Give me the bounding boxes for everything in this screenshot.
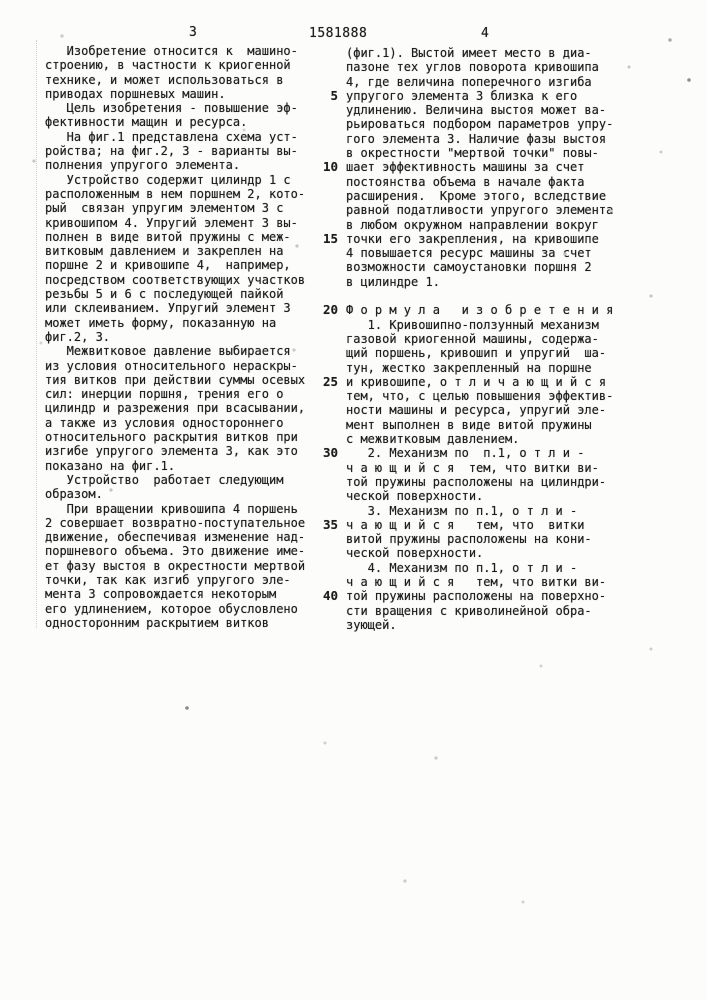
text-line: витковым давлением и закреплен на [45, 244, 284, 259]
gutter-spacer [308, 246, 338, 260]
patent-number: 1581888 [309, 26, 368, 41]
text-line: а также из условия одностороннего [45, 415, 284, 430]
text-line: в окрестности "мертвой точки" повы- [346, 146, 599, 161]
gutter-spacer [308, 532, 338, 546]
text-line: той пружины расположены на поверхно- [346, 589, 607, 604]
gutter-line-number: 20 [322, 302, 338, 318]
gutter-spacer [308, 346, 338, 360]
text-line: 2. Механизм по п.1, о т л и - [346, 446, 585, 461]
gutter-spacer [308, 475, 338, 489]
text-line: Межвитковое давление выбирается [45, 344, 291, 359]
gutter-spacer [308, 75, 338, 89]
text-line: ройства; на фиг.2, 3 - варианты вы- [45, 144, 298, 159]
gutter-spacer [308, 561, 338, 575]
text-line: относительного раскрытия витков при [45, 430, 298, 445]
text-line: тун, жестко закрепленный на поршне [346, 360, 592, 375]
text-line: тем, что, с целью повышения эффектив- [346, 389, 614, 404]
gutter-spacer [308, 175, 338, 189]
text-line: сти вращения с криволинейной обра- [346, 603, 592, 618]
text-line: технике, и может использоваться в [45, 72, 284, 87]
gutter-spacer [308, 403, 338, 417]
text-line: Устройство содержит цилиндр 1 с [45, 172, 291, 187]
text-line: или склеиванием. Упругий элемент 3 [45, 301, 291, 316]
text-line: На фиг.1 представлена схема уст- [45, 129, 298, 144]
gutter-spacer [308, 418, 338, 432]
text-line: цилиндр и разрежения при всасывании, [45, 401, 306, 416]
text-line: упругого элемента 3 близка к его [346, 88, 578, 103]
gutter-spacer [308, 289, 338, 303]
gutter-spacer [308, 318, 338, 332]
text-line: Устройство работает следующим [45, 472, 284, 487]
text-line: резьбы 5 и 6 с последующей пайкой [45, 287, 284, 302]
text-line: 1. Кривошипно-ползунный механизм [346, 317, 599, 332]
text-line: сил: инерции поршня, трения его о [45, 387, 284, 402]
left-text-column [45, 44, 317, 630]
text-line: может иметь форму, показанную на [45, 315, 277, 330]
text-line: односторонним раскрытием витков [45, 615, 269, 630]
text-line: точки его закрепления, на кривошипе [346, 231, 599, 246]
text-line: 2 совершает возвратно-поступательное [45, 515, 306, 530]
gutter-spacer [308, 103, 338, 117]
gutter-spacer [308, 189, 338, 203]
gutter-spacer [308, 275, 338, 289]
fold-mark-line [36, 40, 37, 628]
text-line: с межвитковым давлением. [346, 432, 520, 447]
text-line: строению, в частности к криогенной [45, 58, 291, 73]
text-line: мент выполнен в виде витой пружины [346, 417, 592, 432]
text-line: полнен в виде витой пружины с меж- [45, 229, 291, 244]
text-line: 3. Механизм по п.1, о т л и - [346, 503, 578, 518]
gutter-line-number: 25 [322, 373, 338, 389]
text-line: приводах поршневых машин. [45, 86, 226, 101]
gutter-spacer [308, 461, 338, 475]
text-line: Изобретение относится к машино- [45, 44, 298, 58]
page-number-right: 4 [481, 26, 489, 41]
gutter-spacer [308, 332, 338, 346]
text-line: Ф о р м у л а и з о б р е т е н и я [346, 303, 614, 318]
text-line: зующей. [346, 617, 397, 632]
text-line: газовой криогенной машины, содержа- [346, 331, 599, 346]
text-line: точки, так как изгиб упругого эле- [45, 572, 291, 587]
text-line: той пружины расположены на цилиндри- [346, 474, 607, 489]
gutter-spacer [308, 504, 338, 518]
gutter-spacer [308, 117, 338, 131]
text-line: тия витков при действии суммы осевых [45, 372, 306, 387]
scan-noise-speckles [0, 0, 2, 2]
gutter-spacer [308, 146, 338, 160]
text-line: удлинению. Величина выстоя может ва- [346, 103, 607, 118]
text-line: фективности мащин и ресурса. [45, 115, 248, 130]
text-line: расширения. Кроме этого, вследствие [346, 188, 607, 203]
gutter-spacer [308, 604, 338, 618]
text-line: кривошипом 4. Упругий элемент 3 вы- [45, 215, 298, 230]
text-line: ч а ю щ и й с я тем, что витки ви- [346, 460, 599, 475]
text-line: гого элемента 3. Наличие фазы выстоя [346, 131, 607, 146]
text-line: ческой поверхности. [346, 546, 484, 561]
text-line: пазоне тех углов поворота кривошипа [346, 60, 599, 75]
gutter-spacer [308, 46, 338, 60]
gutter-line-number: 5 [330, 87, 338, 103]
text-line: показано на фиг.1. [45, 458, 176, 473]
text-line: возможности самоустановки поршня 2 [346, 260, 592, 275]
text-line: шает эффективность машины за счет [346, 160, 585, 175]
text-line: При вращении кривошипа 4 поршень [45, 501, 298, 516]
text-line: равной податливости упругого элемента [346, 203, 614, 218]
text-line: (фиг.1). Выстой имеет место в диа- [346, 46, 592, 60]
gutter-spacer [308, 618, 338, 632]
gutter-line-number: 40 [322, 588, 338, 604]
page-number-left: 3 [189, 25, 197, 40]
text-line: щий поршень, кривошип и упругий ша- [346, 346, 607, 361]
gutter-spacer [308, 432, 338, 446]
gutter-spacer [308, 575, 338, 589]
gutter-line-number: 10 [322, 159, 338, 175]
text-line: поршне 2 и кривошипе 4, например, [45, 258, 291, 273]
text-line: полнения упругого элемента. [45, 158, 241, 173]
gutter-spacer [308, 489, 338, 503]
text-line: в цилиндре 1. [346, 274, 440, 289]
text-line: его удлинением, которое обусловлено [45, 601, 298, 616]
gutter-spacer [308, 60, 338, 74]
gutter-line-number: 35 [322, 516, 338, 532]
gutter-line-number: 30 [322, 445, 338, 461]
text-line: фиг.2, 3. [45, 329, 111, 344]
text-line: ч а ю щ и й с я тем, что витки [346, 517, 585, 532]
text-line: 4 повышается ресурс машины за счет [346, 246, 592, 261]
text-line [346, 289, 626, 303]
text-line: постоянства объема в начале факта [346, 174, 585, 189]
gutter-line-number: 15 [322, 230, 338, 246]
text-line: изгибе упругого элемента 3, как это [45, 444, 298, 459]
text-line: рьироваться подбором параметров упру- [346, 117, 614, 132]
text-line: в любом окружном направлении вокруг [346, 217, 599, 232]
text-line: витой пружины расположены на кони- [346, 532, 592, 547]
text-line: 4. Механизм по п.1, о т л и - [346, 560, 578, 575]
text-line: рый связан упругим элементом 3 с [45, 201, 284, 216]
text-line: ч а ю щ и й с я тем, что витки ви- [346, 574, 607, 589]
text-line: образом. [45, 487, 103, 502]
text-line: Цель изобретения - повышение эф- [45, 101, 298, 116]
text-line: мента 3 сопровождается некоторым [45, 587, 277, 602]
line-number-gutter [308, 46, 338, 632]
text-line: расположенным в нем поршнем 2, кото- [45, 186, 306, 201]
text-line: ет фазу выстоя в окрестности мертвой [45, 558, 306, 573]
text-line: из условия относительного нераскры- [45, 358, 298, 373]
gutter-spacer [308, 218, 338, 232]
gutter-spacer [308, 546, 338, 560]
text-line: и кривошипе, о т л и ч а ю щ и й с я [346, 374, 607, 389]
gutter-spacer [308, 389, 338, 403]
text-line: поршневого объема. Это движение име- [45, 544, 306, 559]
text-line: посредством соответствующих участков [45, 272, 306, 287]
text-line: ческой поверхности. [346, 489, 484, 504]
gutter-spacer [308, 260, 338, 274]
text-line: 4, где величина поперечного изгиба [346, 74, 592, 89]
text-line: движение, обеспечивая изменение над- [45, 530, 306, 545]
gutter-spacer [308, 361, 338, 375]
gutter-spacer [308, 132, 338, 146]
gutter-spacer [308, 203, 338, 217]
right-text-column [346, 46, 626, 632]
text-line: ности машины и ресурса, упругий эле- [346, 403, 607, 418]
